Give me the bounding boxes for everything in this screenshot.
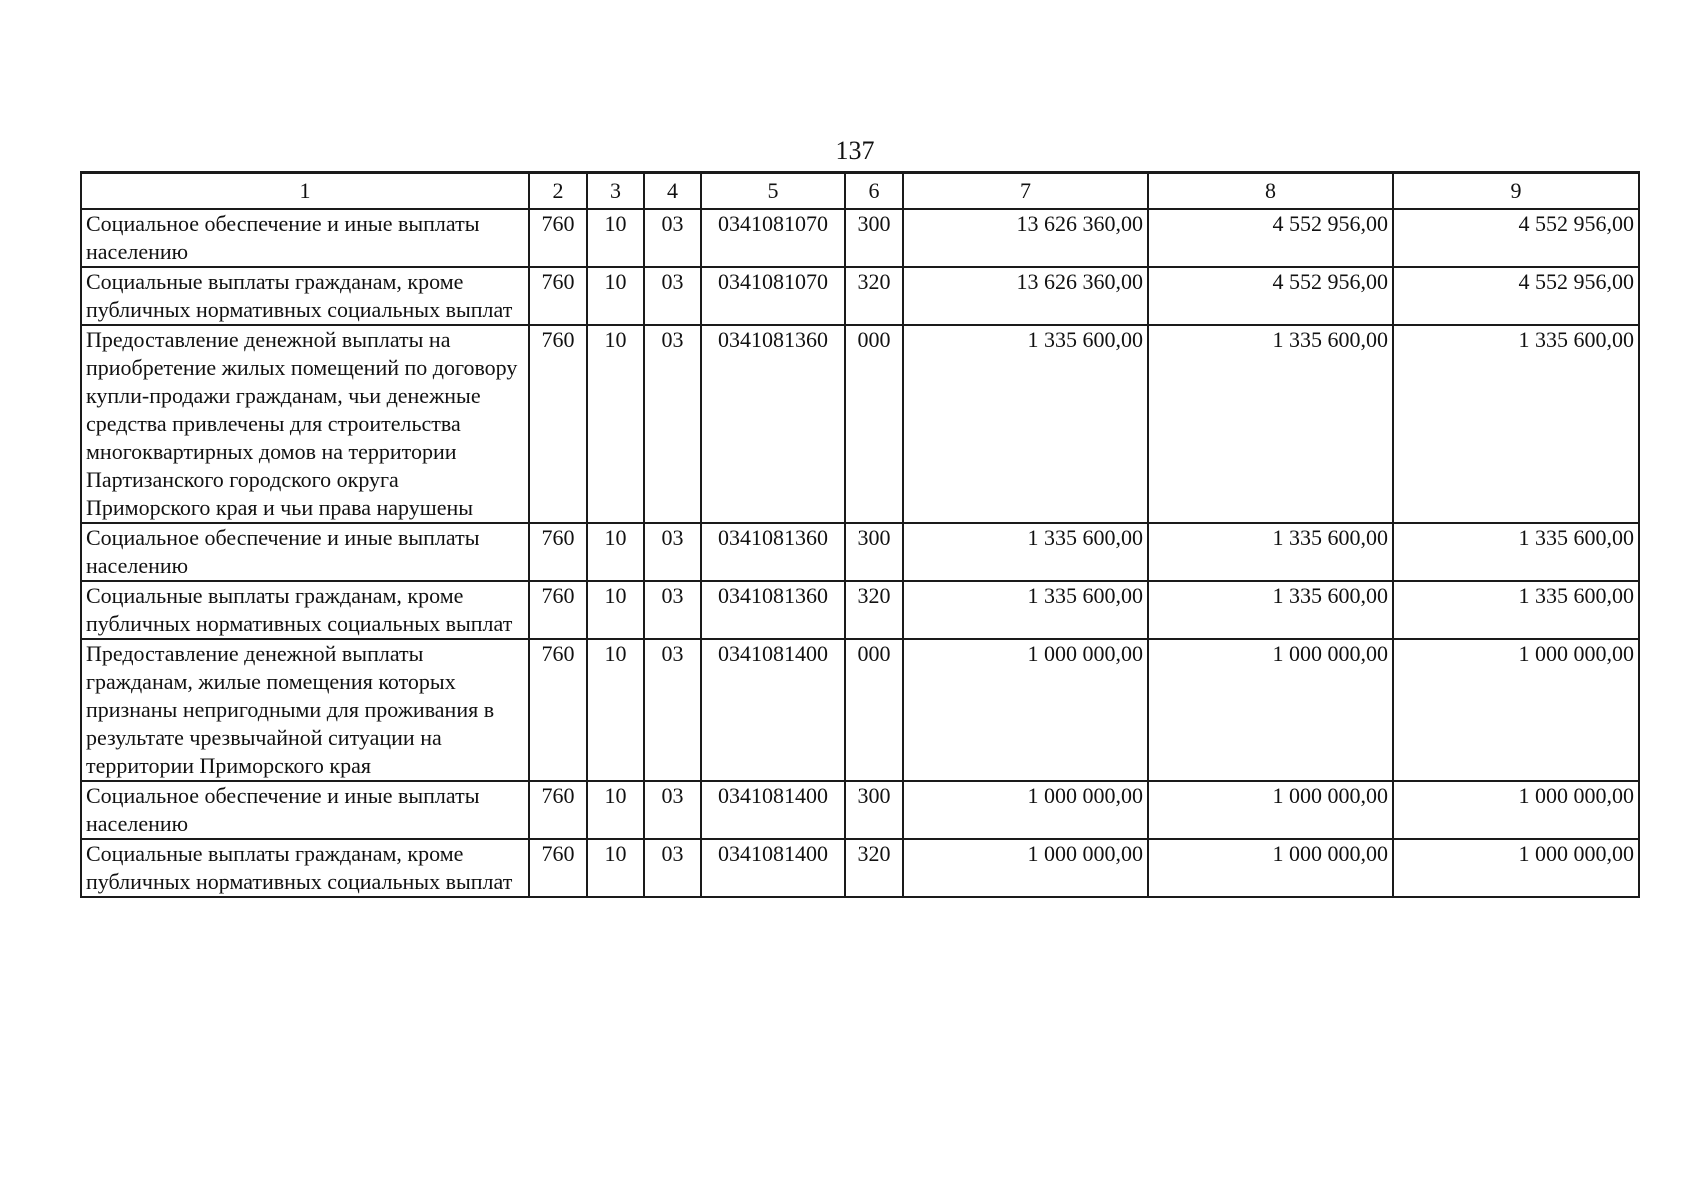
amount-col7: 13 626 360,00 [903, 267, 1148, 325]
amount-col8: 1 335 600,00 [1148, 325, 1393, 523]
cell-col5: 0341081400 [701, 639, 845, 781]
column-header-9: 9 [1393, 173, 1639, 210]
cell-col6: 320 [845, 839, 903, 897]
column-header-2: 2 [529, 173, 587, 210]
table-body [81, 209, 1639, 897]
cell-col6: 000 [845, 639, 903, 781]
cell-col6: 320 [845, 267, 903, 325]
amount-col8: 4 552 956,00 [1148, 209, 1393, 267]
amount-col9: 1 335 600,00 [1393, 581, 1639, 639]
table-row [81, 839, 1639, 897]
cell-col6: 300 [845, 781, 903, 839]
cell-col3: 10 [587, 781, 644, 839]
cell-col2: 760 [529, 839, 587, 897]
row-name: Социальные выплаты гражданам, кроме публичных нормативных социальных выплат [81, 839, 529, 897]
cell-col5: 0341081070 [701, 267, 845, 325]
cell-col2: 760 [529, 325, 587, 523]
cell-col3: 10 [587, 267, 644, 325]
header-row [81, 173, 1639, 210]
amount-col9: 1 000 000,00 [1393, 781, 1639, 839]
column-header-3: 3 [587, 173, 644, 210]
cell-col2: 760 [529, 639, 587, 781]
column-header-7: 7 [903, 173, 1148, 210]
amount-col8: 1 000 000,00 [1148, 781, 1393, 839]
row-name: Социальные выплаты гражданам, кроме публичных нормативных социальных выплат [81, 581, 529, 639]
amount-col8: 1 000 000,00 [1148, 839, 1393, 897]
amount-col9: 1 335 600,00 [1393, 325, 1639, 523]
cell-col3: 10 [587, 523, 644, 581]
column-header-6: 6 [845, 173, 903, 210]
cell-col3: 10 [587, 209, 644, 267]
cell-col4: 03 [644, 267, 701, 325]
cell-col2: 760 [529, 267, 587, 325]
amount-col8: 1 000 000,00 [1148, 639, 1393, 781]
column-header-5: 5 [701, 173, 845, 210]
table-row [81, 781, 1639, 839]
row-name: Предоставление денежной выплаты гражданам, жилые помещения которых признаны непригодными для проживания в результате чрезвычайной ситуации на территории Приморского края [81, 639, 529, 781]
row-name: Социальное обеспечение и иные выплаты населению [81, 523, 529, 581]
cell-col4: 03 [644, 209, 701, 267]
table-row [81, 581, 1639, 639]
amount-col8: 1 335 600,00 [1148, 523, 1393, 581]
cell-col2: 760 [529, 523, 587, 581]
cell-col3: 10 [587, 581, 644, 639]
amount-col7: 1 000 000,00 [903, 839, 1148, 897]
row-name: Предоставление денежной выплаты на приобретение жилых помещений по договору купли-продажи гражданам, чьи денежные средства привлечены для строительства многоквартирных домов на территории Партизанского городского округа Приморского края и чьи права нарушены [81, 325, 529, 523]
cell-col4: 03 [644, 325, 701, 523]
column-header-8: 8 [1148, 173, 1393, 210]
cell-col5: 0341081400 [701, 781, 845, 839]
cell-col5: 0341081400 [701, 839, 845, 897]
cell-col4: 03 [644, 581, 701, 639]
amount-col9: 4 552 956,00 [1393, 209, 1639, 267]
cell-col4: 03 [644, 839, 701, 897]
cell-col4: 03 [644, 639, 701, 781]
budget-table [80, 171, 1640, 898]
table-row [81, 523, 1639, 581]
page-number: 137 [835, 136, 875, 165]
column-header-4: 4 [644, 173, 701, 210]
row-name: Социальное обеспечение и иные выплаты населению [81, 209, 529, 267]
amount-col9: 1 000 000,00 [1393, 839, 1639, 897]
amount-col7: 1 000 000,00 [903, 781, 1148, 839]
amount-col8: 4 552 956,00 [1148, 267, 1393, 325]
cell-col5: 0341081360 [701, 523, 845, 581]
cell-col3: 10 [587, 639, 644, 781]
cell-col5: 0341081360 [701, 581, 845, 639]
cell-col3: 10 [587, 325, 644, 523]
cell-col6: 300 [845, 523, 903, 581]
amount-col7: 1 000 000,00 [903, 639, 1148, 781]
cell-col4: 03 [644, 781, 701, 839]
table-row [81, 267, 1639, 325]
amount-col7: 1 335 600,00 [903, 325, 1148, 523]
amount-col7: 1 335 600,00 [903, 581, 1148, 639]
amount-col7: 13 626 360,00 [903, 209, 1148, 267]
cell-col6: 320 [845, 581, 903, 639]
amount-col9: 4 552 956,00 [1393, 267, 1639, 325]
table-row [81, 325, 1639, 523]
cell-col2: 760 [529, 209, 587, 267]
cell-col3: 10 [587, 839, 644, 897]
cell-col4: 03 [644, 523, 701, 581]
amount-col9: 1 000 000,00 [1393, 639, 1639, 781]
amount-col8: 1 335 600,00 [1148, 581, 1393, 639]
cell-col5: 0341081360 [701, 325, 845, 523]
cell-col6: 300 [845, 209, 903, 267]
column-header-1: 1 [81, 173, 529, 210]
amount-col9: 1 335 600,00 [1393, 523, 1639, 581]
cell-col2: 760 [529, 781, 587, 839]
table-row [81, 209, 1639, 267]
cell-col5: 0341081070 [701, 209, 845, 267]
cell-col6: 000 [845, 325, 903, 523]
cell-col2: 760 [529, 581, 587, 639]
table-header [81, 173, 1639, 210]
amount-col7: 1 335 600,00 [903, 523, 1148, 581]
row-name: Социальное обеспечение и иные выплаты населению [81, 781, 529, 839]
row-name: Социальные выплаты гражданам, кроме публичных нормативных социальных выплат [81, 267, 529, 325]
table-row [81, 639, 1639, 781]
